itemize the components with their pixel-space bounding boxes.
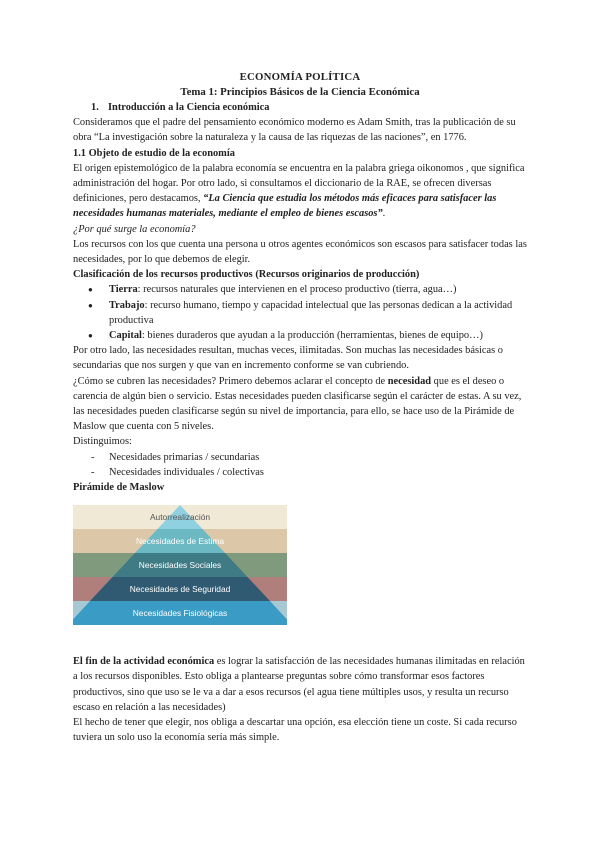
paragraph-recursos-escasos: Los recursos con los que cuenta una persona u otros agentes económicos son escasos para satisfacer todas las necesidades, por lo que debemos de elegir. [73, 238, 527, 266]
section-number: 1. [91, 102, 99, 113]
pyramid-label-seguridad: Necesidades de Seguridad [129, 584, 231, 595]
list-item [73, 328, 527, 343]
document-subtitle: Tema 1: Principios Básicos de la Ciencia Económica [180, 86, 420, 98]
paragraph-text: ¿Cómo se cubren las necesidades? Primero debemos aclarar el concepto de [73, 375, 388, 387]
pyramid-label-estima: Necesidades de Estima [136, 536, 224, 547]
maslow-pyramid-figure [73, 505, 287, 635]
document-body [73, 100, 527, 746]
document-title: ECONOMÍA POLÍTICA [239, 71, 361, 83]
paragraph-definicion [73, 161, 527, 222]
question-heading: ¿Por qué surge la economía? [73, 223, 196, 235]
term-necesidad: necesidad [387, 375, 432, 387]
resource-term: Capital [109, 330, 142, 342]
list-item [73, 282, 527, 297]
paragraph-text: El origen epistemológico de la palabra economía se encuentra en la palabra griega oikonomos , que significa administración del hogar. Por otro lado, si consultamos el diccionario de la RAE, se ofrecen diversas definiciones, pero destacamos, [73, 162, 525, 205]
subsection-heading-objeto: 1.1 Objeto de estudio de la economía [73, 147, 235, 159]
term-fin-actividad: El fin de la actividad económica [73, 656, 215, 668]
resource-description: : recurso humano, tiempo y capacidad intelectual que las personas dedican a la actividad productiva [109, 299, 513, 326]
paragraph-text: es lograr la satisfacción de las necesidades humanas ilimitadas en relación a los recursos disponibles. Esto obliga a plantearse preguntas sobre cómo transformar esos factores productivos, sino que uso se le va a dar a esos recursos (el agua tiene múltiples usos, y resulta un recurso escaso en relación a las necesidades) [73, 656, 525, 713]
resources-list [73, 282, 527, 343]
rae-definition-quote: “La Ciencia que estudia los métodos más eficaces para satisfacer las necesidades humanas materiales, mediante el empleo de bienes escasos” [73, 193, 497, 220]
resource-description: : bienes duraderos que ayudan a la producción (herramientas, bienes de equipo…) [141, 330, 483, 342]
needs-list [73, 450, 527, 480]
pyramid-label-sociales: Necesidades Sociales [138, 560, 222, 571]
paragraph-necesidades-ilimitadas: Por otro lado, las necesidades resultan, muchas veces, ilimitadas. Son muchas las necesidades básicas o secundarias que nos surgen y que van en incremento conforme se van cubriendo. [73, 345, 503, 372]
section-title: Introducción a la Ciencia económica [108, 102, 270, 113]
paragraph-text: . [382, 208, 386, 220]
paragraph-distinguimos: Distinguimos: [73, 436, 132, 448]
paragraph-adam-smith: Consideramos que el padre del pensamiento económico moderno es Adam Smith, tras la publicación de su obra “La investigación sobre la naturaleza y la causa de las riquezas de las naciones”, en 1776. [73, 117, 516, 144]
paragraph-concepto-necesidad [73, 374, 527, 435]
resource-term: Tierra [109, 284, 138, 296]
subsection-heading-clasificacion: Clasificación de los recursos productivos (Recursos originarios de producción) [73, 269, 420, 281]
section-heading-introduccion [73, 100, 527, 115]
list-item: - Necesidades individuales / colectivas [73, 465, 527, 480]
resource-term: Trabajo [109, 299, 145, 311]
subsection-heading-maslow: Pirámide de Maslow [73, 482, 165, 494]
list-item: - Necesidades primarias / secundarias [73, 450, 527, 465]
pyramid-label-autorrealizacion: Autorrealización [149, 512, 211, 523]
resource-description: : recursos naturales que intervienen en el proceso productivo (tierra, agua…) [137, 284, 457, 296]
pyramid-label-fisiologicas: Necesidades Fisiológicas [132, 608, 228, 619]
paragraph-text: que es el deseo o carencia de algún bien o servicio. Estas necesidades pueden clasificarse según el carácter de estas. A su vez, las necesidades pueden clasificarse según su nivel de importancia, para ello, se hace uso de la Pirámide de Maslow que cuenta con 5 niveles. [73, 375, 522, 433]
paragraph-coste-eleccion: El hecho de tener que elegir, nos obliga a descartar una opción, esa elección tiene un coste. Si cada recurso tuviera un solo uso la economía sería más simple. [73, 717, 517, 744]
list-item [73, 298, 527, 328]
paragraph-fin-actividad [73, 654, 527, 715]
